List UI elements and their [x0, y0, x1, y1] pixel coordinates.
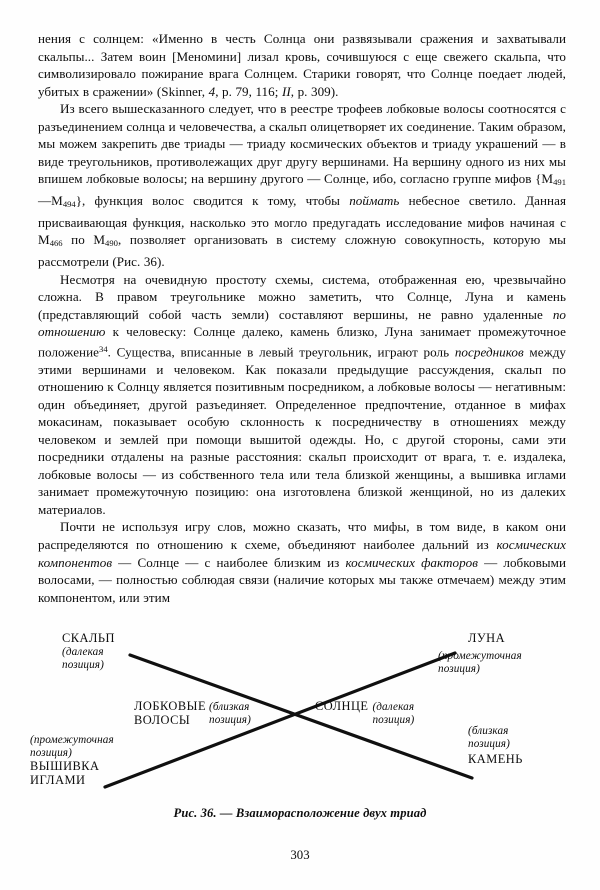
diagram-node-pubic-hair-label-line1: ЛОБКОВЫЕ	[134, 699, 207, 713]
p1-text-part1: нения с солнцем: «Именно в честь Солнца они развязывали сражения и захватывали скальпы... Затем воин [Меномини] лизал кровь, сочившуюся с еще свежего скальпа, что символизировало пожирание врага Солнцем. Старики говорят, что Солнце поедает людей, убитых в сражении» (Skinner,	[38, 31, 566, 99]
diagram-node-embroidery-label-line1: ВЫШИВКА	[30, 759, 100, 773]
diagram-node-scalp	[62, 632, 115, 672]
p3-emphasis-po-otnosheniyu: по отношению	[38, 306, 566, 340]
diagram-node-sun-position	[372, 701, 414, 727]
myth-subscript-490: 490	[105, 238, 118, 249]
diagram-node-moon	[438, 632, 522, 676]
diagram-node-embroidery-label-line2: ИГЛАМИ	[30, 772, 86, 787]
paragraph-3	[38, 271, 566, 519]
diagram-node-embroidery-position-line1: (промежуточная	[30, 734, 114, 746]
figure-36-diagram	[30, 620, 570, 800]
diagram-node-moon-position-line1: (промежуточная	[438, 649, 522, 662]
p4-emphasis-kosmicheskih-komponentov: космических компонентов	[38, 537, 566, 570]
p1-citation-volume-2: II	[281, 83, 291, 99]
diagram-node-pubic-hair-position-line1: (близкая	[209, 701, 250, 713]
myth-subscript-491: 491	[553, 177, 566, 188]
footnote-marker-34: 34	[99, 343, 108, 354]
diagram-node-moon-label: ЛУНА	[468, 631, 506, 645]
p2-emphasis-poymat: поймать	[349, 193, 400, 209]
p2-text-part2: —M	[38, 193, 63, 209]
p4-emphasis-kosmicheskih-faktorov: космических факторов	[345, 554, 478, 570]
p1-citation-volume: 4	[208, 83, 216, 99]
p3-emphasis-posrednikov: посредников	[454, 344, 524, 360]
p3-text-part3: . Существа, вписанные в левый треугольник, играют роль	[107, 344, 455, 360]
diagram-node-pubic-hair-label-wrap	[134, 700, 206, 727]
p2-text-part4: небесное светило. Данная присваивающая функция, насколько это могло предугадать исследование мифов начиная с M	[38, 193, 567, 248]
paragraph-4	[38, 518, 566, 606]
p4-text-part2: — Солнце — с наиболее близким из	[112, 554, 346, 570]
p3-text-part2: к человеску: Солнце далеко, камень близко, Луна занимает промежуточное положение	[38, 324, 566, 360]
diagram-node-pubic-hair-label-line2: ВОЛОСЫ	[134, 712, 191, 727]
diagram-node-scalp-position-line1: (далекая	[62, 645, 104, 658]
diagram-node-pubic-hair-position	[209, 701, 251, 727]
p1-text-part3: , p. 309).	[290, 83, 339, 99]
text-column	[38, 30, 566, 606]
diagram-node-stone	[468, 725, 523, 767]
diagram-node-stone-position-line1: (близкая	[468, 725, 509, 737]
p2-text-part1: Из всего вышесказанного следует, что в реестре трофеев лобковые волосы соотносятся с разъединением солнца и человечества, а скальп олицетворяет их соединение. Таким образом, мы можем закрепить две триады — триаду космических объектов и триаду украшений — в виде треугольников, противолежащих друг другу вершинами. На вершину одного из них мы впишем лобковые волосы; на вершину другого — Солнце, ибо, согласно группе мифов {M	[38, 101, 566, 187]
diagram-node-pubic-hair-position-line2: позиция)	[209, 714, 251, 726]
paragraph-2	[38, 100, 566, 270]
myth-subscript-494: 494	[62, 199, 76, 210]
diagram-node-stone-position-line2: позиция)	[468, 738, 510, 750]
paragraph-1	[38, 30, 566, 100]
p2-text-part5: по M	[62, 232, 106, 248]
myth-subscript-466: 466	[49, 238, 63, 249]
page-number: 303	[290, 848, 310, 862]
diagram-node-pubic-hair	[134, 700, 251, 727]
diagram-node-stone-label: КАМЕНЬ	[468, 752, 523, 766]
p2-text-part6: , позволяет организовать в систему сложную совокупность, которую мы рассмотрели (Рис. 36).	[38, 232, 567, 269]
diagram-node-sun-position-line1: (далекая	[372, 701, 415, 713]
p3-text-part4: между этими вершинами и человеком. Как показали предыдущие рассуждения, скальп по отношению к Солнцу является позитивным посредником, а лобковые волосы — негативным: один объединяет, другой разъединяет. Определенное предпочтение, отданное в мифах мокасинам, показывает особую склонность к посредничеству в отношениях между человеком и землей при помощи вышитой одежды. Но, с другой стороны, сами эти посредники отдалены на разные расстояния: скальп происходит от врага, т. е. издалека, лобковые волосы — из собственного тела или тела близкой женщины, а вышивка иглами занимает промежуточную позицию: она изготовлена близкой женщиной, но из далеких материалов.	[38, 344, 566, 517]
diagram-node-sun-label: СОЛНЦЕ	[315, 699, 369, 713]
diagram-node-embroidery	[30, 734, 114, 787]
diagram-node-sun-position-line2: позиция)	[372, 714, 415, 726]
diagram-node-sun	[315, 700, 414, 727]
p4-text-part1: Почти не используя игру слов, можно сказать, что мифы, в том виде, в каком они распределяются по отношению к схеме, объединяют наиболее дальний из	[38, 519, 566, 553]
diagram-node-embroidery-position-line2: позиция)	[30, 747, 72, 759]
diagram-node-scalp-label: СКАЛЬП	[62, 631, 115, 645]
p4-text-part3: — лобковыми волосами, — полностью соблюдая связи (наличие которых мы также отмечаем) между этим компонентом, или этим	[38, 554, 566, 605]
p2-text-part3: }, функция волос сводится к тому, чтобы	[75, 193, 350, 209]
figure-caption: Рис. 36. — Взаиморасположение двух триад	[173, 806, 427, 820]
p1-text-part2: , p. 79, 116;	[215, 83, 282, 99]
diagram-node-moon-position-line2: позиция)	[438, 662, 480, 675]
diagram-node-scalp-position-line2: позиция)	[62, 658, 104, 671]
p3-text-part1: Несмотря на очевидную простоту схемы, система, отображенная ею, чрезвычайно сложна. В правом треугольнике можно заметить, что Солнце, Луна и камень (представляющий собой часть земли) составляют вершины, не равно удаленные	[38, 271, 566, 322]
